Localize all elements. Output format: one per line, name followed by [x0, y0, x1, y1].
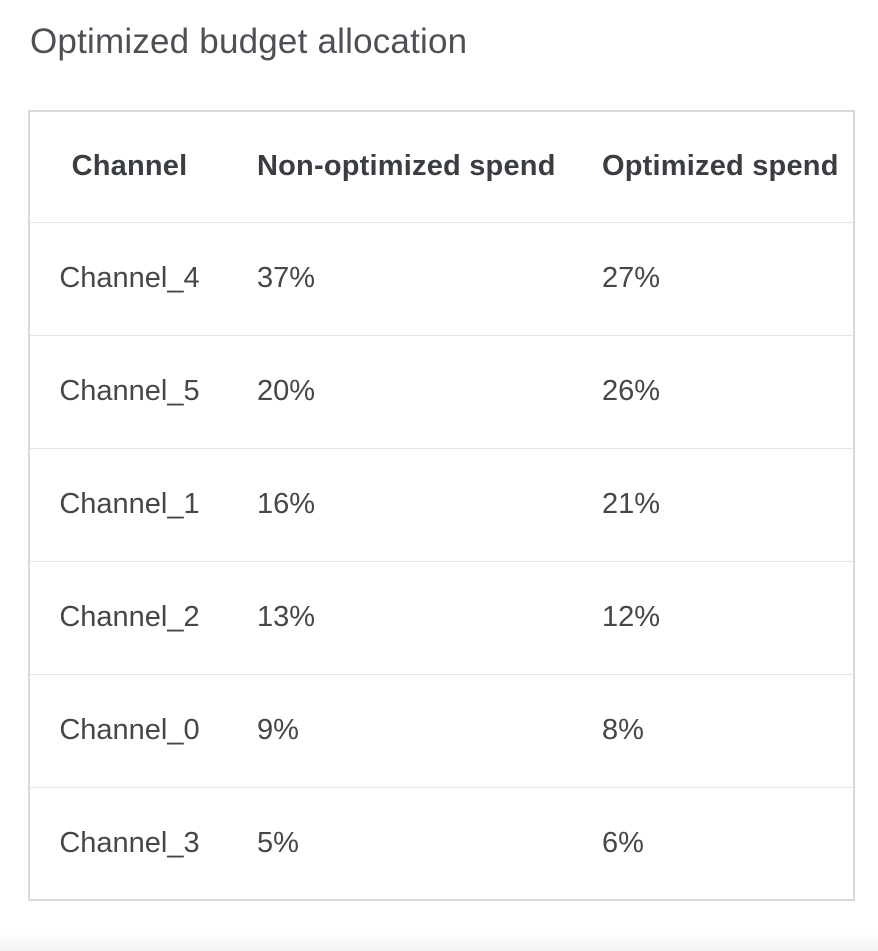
page-title: Optimized budget allocation — [30, 22, 468, 61]
table-row — [29, 674, 854, 787]
non-optimized-spend-cell: 16% — [257, 488, 316, 520]
channel-cell: Channel_3 — [59, 826, 200, 859]
page-bottom-fade — [0, 933, 878, 951]
optimized-spend-cell: 8% — [602, 714, 644, 746]
table-row — [29, 222, 854, 335]
column-header-non-optimized-spend: Non-optimized spend — [257, 150, 556, 183]
table-row — [29, 787, 854, 900]
table-row — [29, 448, 854, 561]
optimized-spend-cell: 6% — [602, 826, 644, 859]
non-optimized-spend-cell: 13% — [257, 601, 316, 633]
channel-cell: Channel_5 — [59, 375, 200, 407]
channel-cell: Channel_2 — [59, 601, 200, 633]
optimized-spend-cell: 21% — [602, 488, 661, 520]
non-optimized-spend-cell: 37% — [257, 262, 316, 294]
optimized-spend-cell: 12% — [602, 601, 661, 633]
non-optimized-spend-cell: 20% — [257, 375, 316, 407]
channel-cell: Channel_4 — [59, 262, 200, 294]
non-optimized-spend-cell: 5% — [257, 826, 299, 859]
table-body — [29, 222, 854, 900]
column-header-optimized-spend: Optimized spend — [602, 150, 839, 183]
budget-allocation-table — [28, 110, 855, 901]
column-header-channel: Channel — [71, 150, 188, 183]
header-row — [29, 111, 854, 222]
channel-cell: Channel_1 — [59, 488, 200, 520]
optimized-spend-cell: 26% — [602, 375, 661, 407]
channel-cell: Channel_0 — [59, 714, 200, 746]
table-row — [29, 335, 854, 448]
non-optimized-spend-cell: 9% — [257, 714, 299, 746]
table-row — [29, 561, 854, 674]
optimized-spend-cell: 27% — [602, 262, 661, 294]
table-header — [29, 111, 854, 222]
